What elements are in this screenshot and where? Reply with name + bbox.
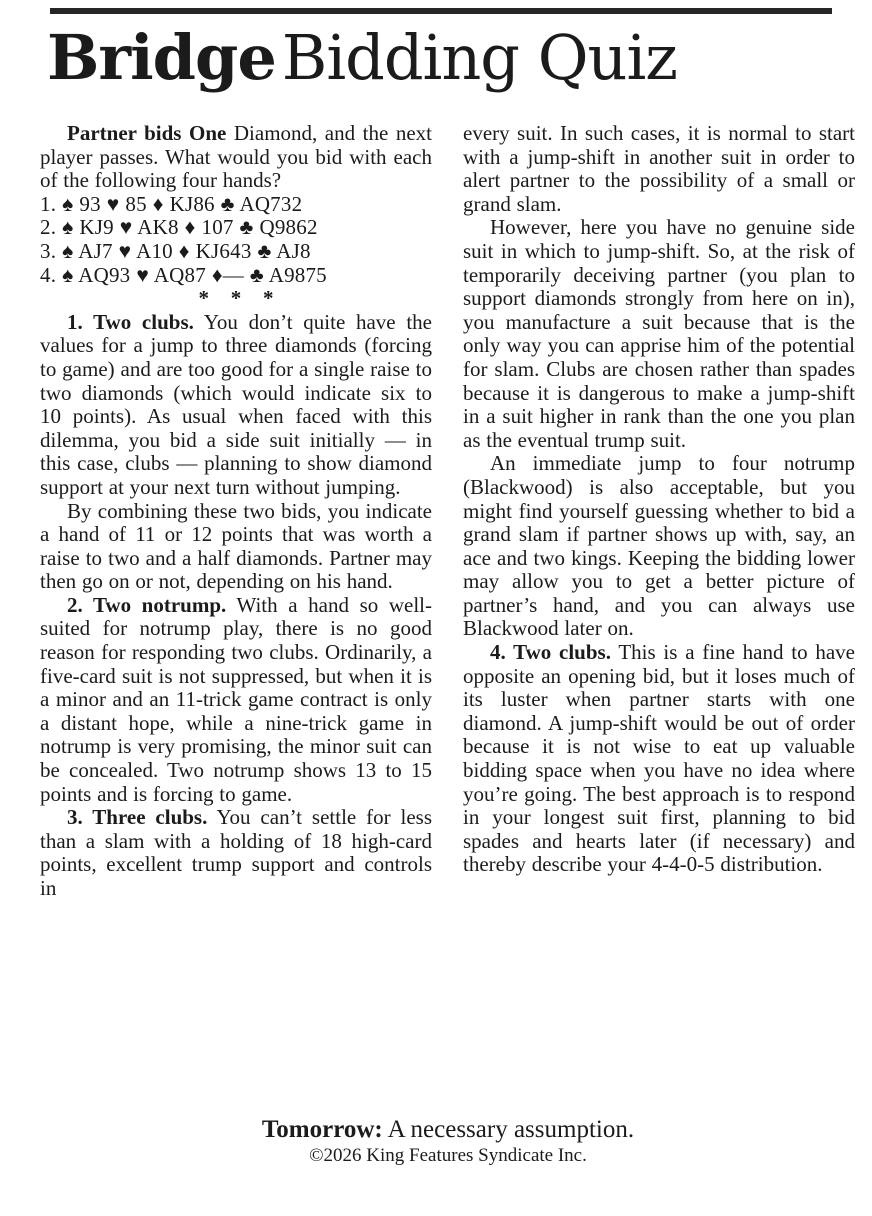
column-footer [40,1116,856,1168]
page-title [47,21,677,94]
answer-2-paragraph [40,594,432,806]
left-column [40,122,432,901]
answer-2-rest: With a hand so well-suited for notrump play, there is no good reason for responding two clubs. Ordinarily, a five-card suit is not suppressed, but when it is a minor and an 11-trick game contract is only a distant hope, while a nine-trick game in notrump is very promising, the minor suit can be concealed. Two notrump shows 13 to 15 points and is forcing to game. [40,592,432,806]
article-body [40,122,856,901]
page-title-regular: Bidding Quiz [281,21,677,94]
answer-3c-rest: An immediate jump to four notrump (Blackwood) is also acceptable, but you might find yourself guessing whether to bid a grand slam if partner shows up with, say, an ace and two kings. Keeping the bidding lower may allow you to get a better picture of partner’s hand, and you can always use Blackwood later on. [463,451,855,641]
answer-1-lead: 1. Two clubs. [67,309,194,334]
asterisk-separator: * * * [198,286,282,311]
answer-2-lead: 2. Two notrump. [67,592,227,617]
answer-1-paragraph [40,311,432,500]
hand-line-4: 4. ♠ AQ93 ♥ AQ87 ♦— ♣ A9875 [40,262,327,287]
answer-3c-paragraph [463,452,855,641]
right-column [463,122,855,901]
intro-lead: Partner bids One [67,121,227,145]
answer-3-paragraph-start [40,806,432,900]
answer-3-lead: 3. Three clubs. [67,805,208,830]
answer-4-lead: 4. Two clubs. [490,640,611,665]
tomorrow-teaser [40,1116,856,1144]
answer-3-rest: You can’t settle for less than a slam with a holding of 18 high-card points, excellent trump support and controls in [40,805,432,900]
answer-4-rest: This is a fine hand to have opposite an opening bid, but it loses much of its luster when partner starts with one diamond. A jump-shift would be out of order because it is not wise to eat up valuable bidding space when you have no idea where you’re going. The best approach is to respond in your longest suit first, planning to bid spades and hearts later (if necessary) and thereby describe your 4-4-0-5 distribution. [463,640,856,877]
hand-line-1: 1. ♠ 93 ♥ 85 ♦ KJ86 ♣ AQ732 [40,191,303,216]
intro-rest: Diamond, and the next player passes. What would you bid with each of the following four hands? [40,121,432,193]
answer-1b-paragraph [40,500,432,594]
tomorrow-label: Tomorrow: [261,1116,383,1143]
answer-4-paragraph [463,641,855,877]
page-title-bold: Bridge [47,21,276,94]
top-rule [50,8,832,14]
answer-1-rest: You don’t quite have the values for a jump to three diamonds (forcing to game) and are too good for a single raise to two diamonds (which would indicate six to 10 points). As usual when faced with this dilemma, you bid a side suit initially — in this case, clubs — planning to show diamond support at your next turn without jumping. [40,309,432,499]
answer-3-continuation: every suit. In such cases, it is normal to start with a jump-shift in another suit in order to alert partner to the possibility of a small or grand slam. [463,121,855,216]
answer-3b-rest: However, here you have no genuine side suit in which to jump-shift. So, at the risk of temporarily deceiving partner (you plan to support diamonds strongly from here on in), you manufacture a suit because that is the only way you can apprise him of the potential for slam. Clubs are chosen rather than spades because it is dangerous to make a jump-shift in a suit higher in rank than the one you plan as the eventual trump suit. [463,215,855,452]
hand-line-2: 2. ♠ KJ9 ♥ AK8 ♦ 107 ♣ Q9862 [40,215,318,240]
answer-3b-paragraph [463,216,855,452]
hand-line-3: 3. ♠ AJ7 ♥ A10 ♦ KJ643 ♣ AJ8 [40,238,311,263]
tomorrow-text: A necessary assumption. [382,1116,635,1143]
answer-1b-rest: By combining these two bids, you indicate a hand of 11 or 12 points that was worth a raise to two and a half diamonds. Partner may then go on or not, depending on his hand. [40,498,432,594]
intro-paragraph [40,122,432,193]
copyright-line: ©2026 King Features Syndicate Inc. [309,1145,587,1166]
answer-3-paragraph-continuation [463,122,855,216]
